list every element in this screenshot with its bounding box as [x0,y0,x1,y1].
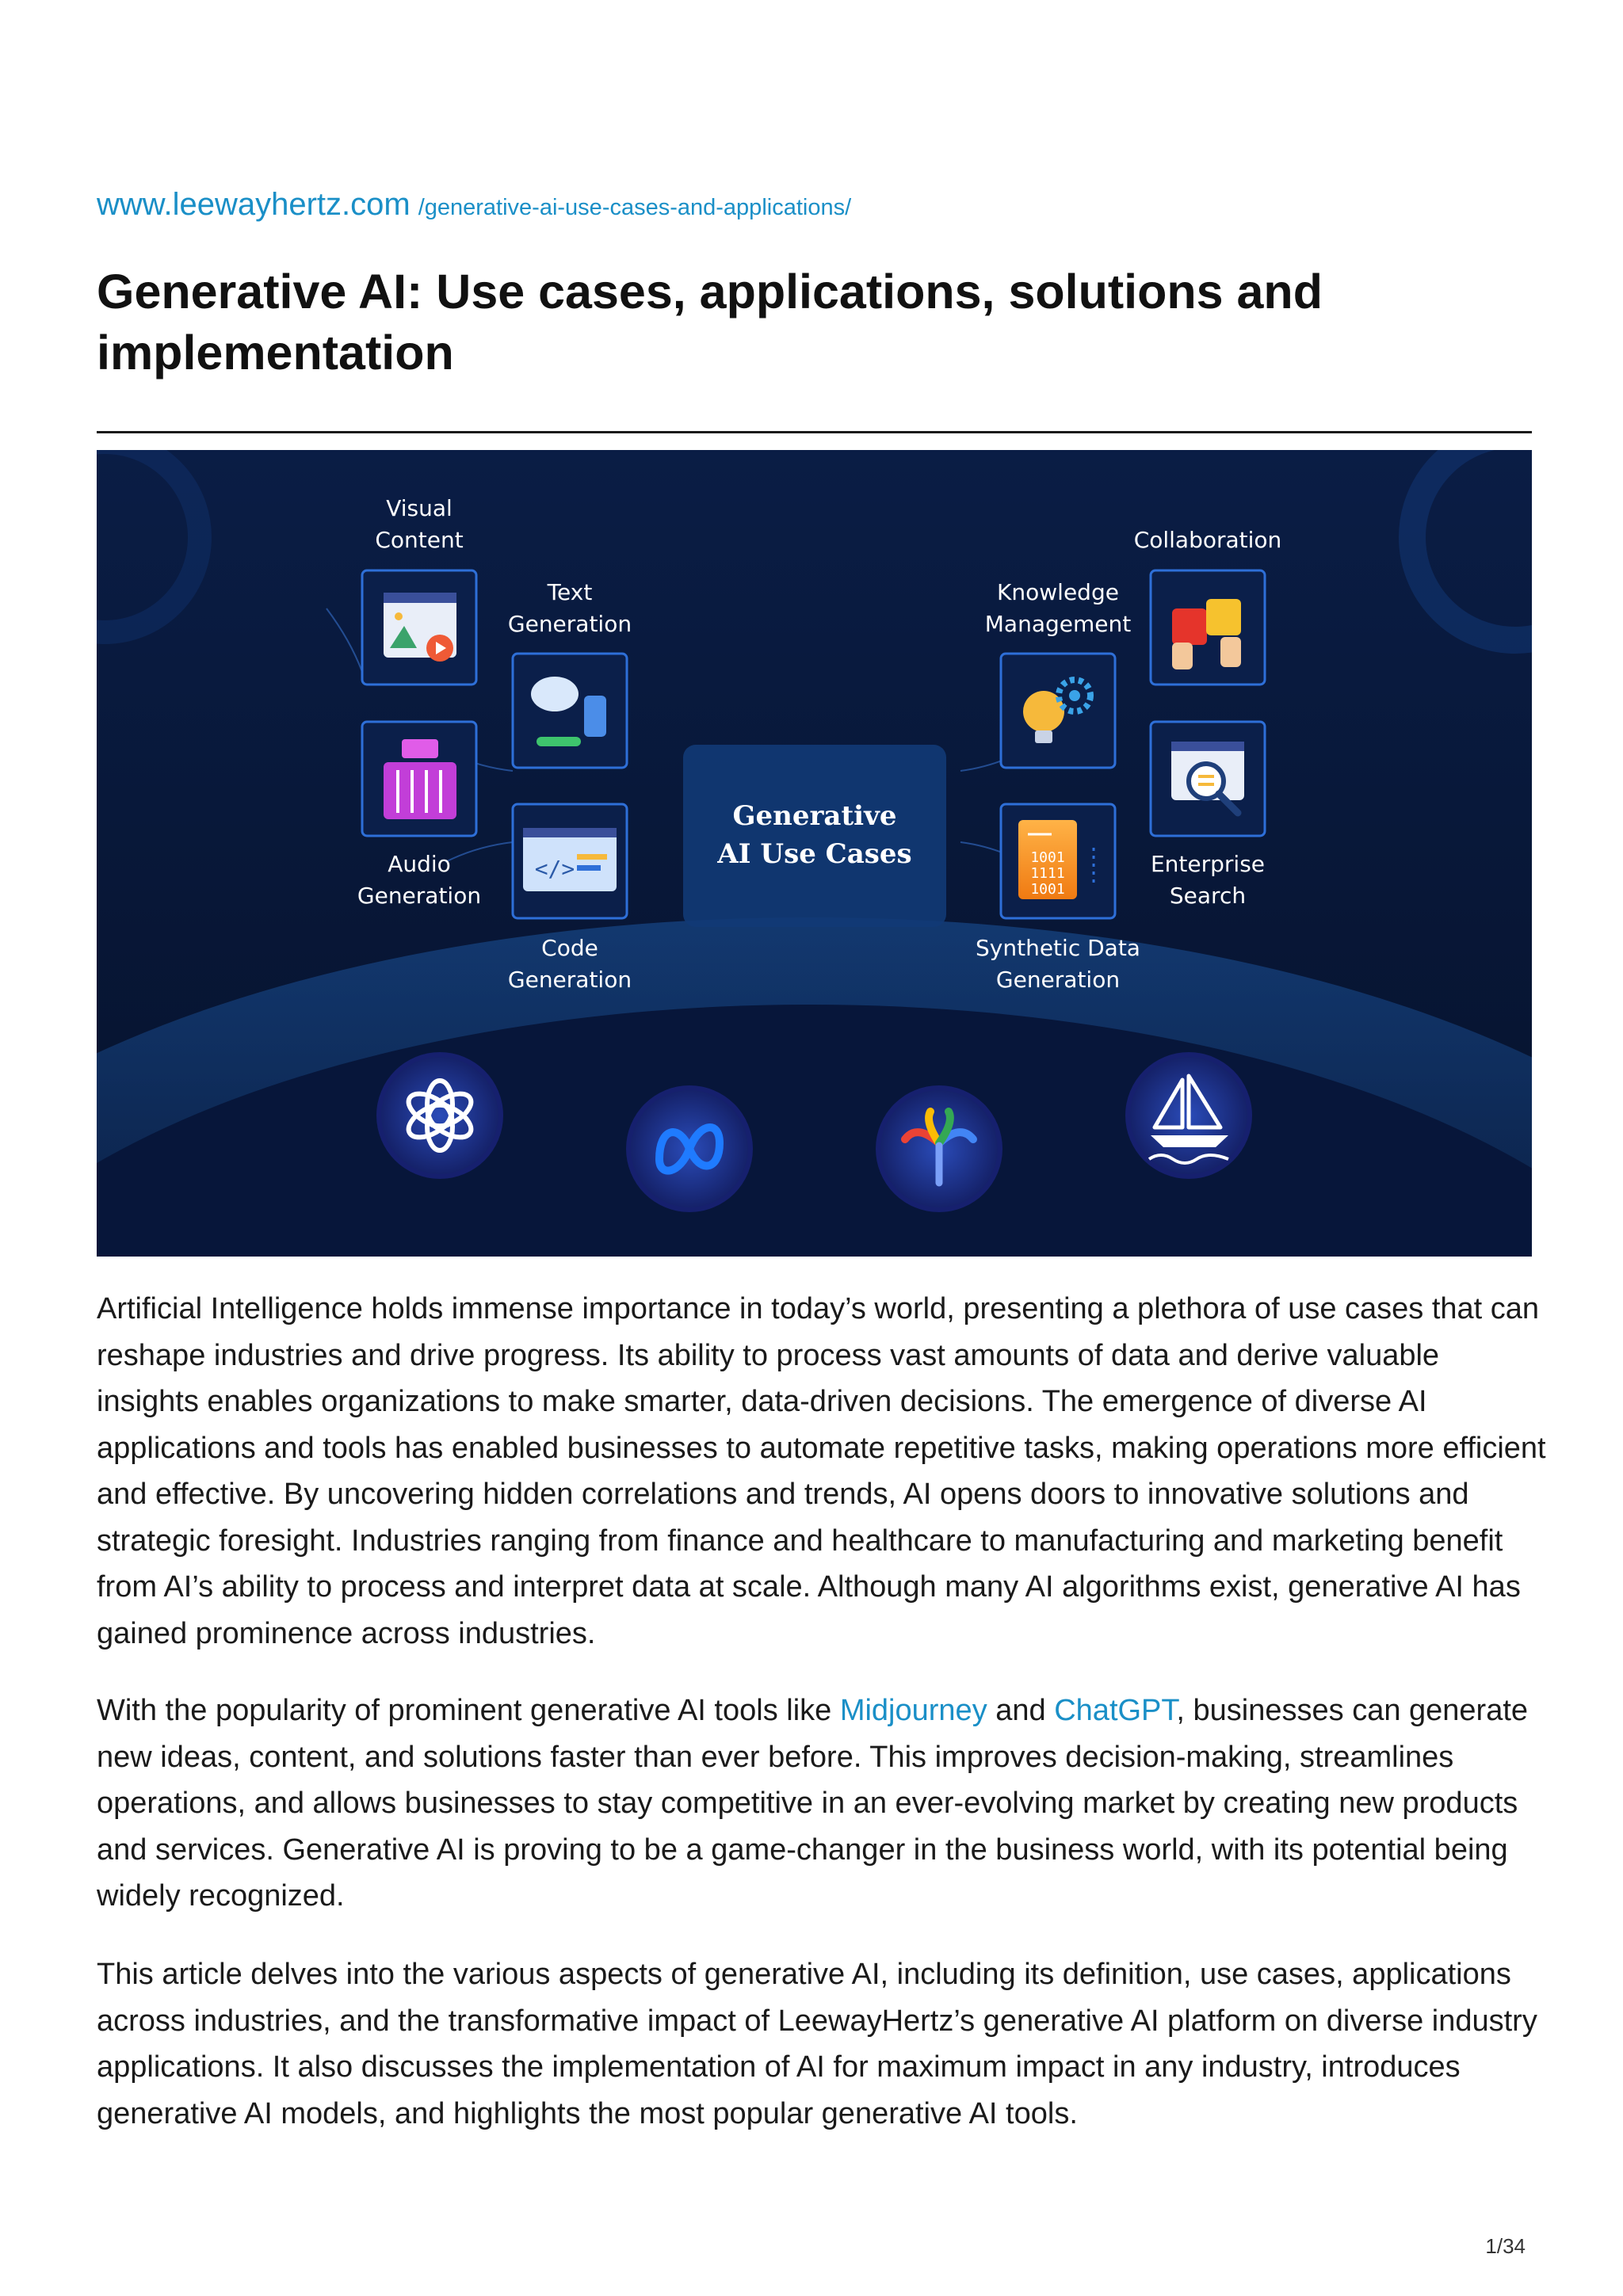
center-title-line2: AI Use Cases [717,838,912,870]
enterprise-search-label-1: Enterprise [1150,851,1266,877]
code-generation-label-1: Code [541,935,598,961]
synthetic-data-label-2: Generation [995,967,1121,993]
collaboration-label: Collaboration [1133,527,1282,553]
audio-generation-label-2: Generation [357,883,482,909]
midjourney-logo-icon [1125,1052,1252,1179]
page-number: 1/34 [1485,2234,1526,2258]
binary-row-2: 1111 [1030,865,1065,882]
palm-logo-icon [876,1085,1002,1212]
enterprise-search-label-2: Search [1169,883,1247,909]
text-generation-label-1: Text [547,579,593,605]
knowledge-management-label-1: Knowledge [997,579,1119,605]
tools-paragraph-text-2: and [987,1694,1055,1727]
svg-text:</>: </> [534,856,575,882]
knowledge-management-icon [1001,654,1115,768]
source-domain[interactable]: www.leewayhertz.com [97,187,411,222]
hero-image [97,450,1532,1257]
center-box [683,745,946,927]
tools-paragraph-text-1: With the popularity of prominent generative AI tools like [97,1694,840,1727]
visual-content-icon [362,570,476,685]
enterprise-search-icon [1151,722,1265,836]
center-title-line1: Generative [732,800,897,832]
audio-generation-icon [362,722,476,836]
title-divider [97,431,1532,433]
tools-paragraph-text-3: , businesses can generate new ideas, content, and solutions faster than ever before. This improves decision-making, streamlines operations, and allows businesses to stay competitive in an ever-evolving market by creating new products and services. Generative AI is proving to be a game-changer in the business world, with its potential being widely recognized. [97,1694,1529,1913]
visual-content-label-2: Content [375,527,464,553]
code-generation-icon [513,804,627,918]
source-path[interactable]: /generative-ai-use-cases-and-applications/ [418,195,852,220]
midjourney-link[interactable]: Midjourney [839,1694,987,1727]
collaboration-icon [1151,570,1265,685]
visual-content-label-1: Visual [386,495,453,521]
knowledge-management-label-2: Management [984,611,1132,637]
chatgpt-link[interactable]: ChatGPT [1054,1694,1177,1727]
binary-row-1: 1001 [1030,849,1065,866]
text-generation-label-2: Generation [507,611,632,637]
article-overview-paragraph: This article delves into the various aspects of generative AI, including its definition, use cases, applications across industries, and the transformative impact of LeewayHertz’s generative AI platform on diverse industry applications. It also discusses the implementation of AI for maximum impact in any industry, introduces generative AI models, and highlights the most popular generative AI tools. [97,1958,1537,2130]
audio-generation-label-1: Audio [388,851,451,877]
openai-logo-icon [376,1052,503,1179]
tools-paragraph [97,1688,1547,1920]
meta-logo-icon [626,1085,753,1212]
source-url[interactable] [97,187,851,223]
page-title: Generative AI: Use cases, applications, solutions and implementation [97,265,1323,379]
binary-row-3: 1001 [1030,881,1065,898]
code-generation-label-2: Generation [507,967,632,993]
synthetic-data-icon [1001,804,1115,918]
intro-paragraph: Artificial Intelligence holds immense importance in today’s world, presenting a plethora of use cases that can reshape industries and drive progress. Its ability to process vast amounts of data and derive valuable insights enables organizations to make smarter, data-driven decisions. The emergence of diverse AI applications and tools has enabled businesses to automate repetitive tasks, making operations more efficient and effective. By uncovering hidden correlations and trends, AI opens doors to innovative solutions and strategic foresight. Industries ranging from finance and healthcare to manufacturing and marketing benefit from AI’s ability to process and interpret data at scale. Although many AI algorithms exist, generative AI has gained prominence across industries. [97,1292,1546,1650]
synthetic-data-label-1: Synthetic Data [976,935,1140,961]
text-generation-icon [513,654,627,768]
